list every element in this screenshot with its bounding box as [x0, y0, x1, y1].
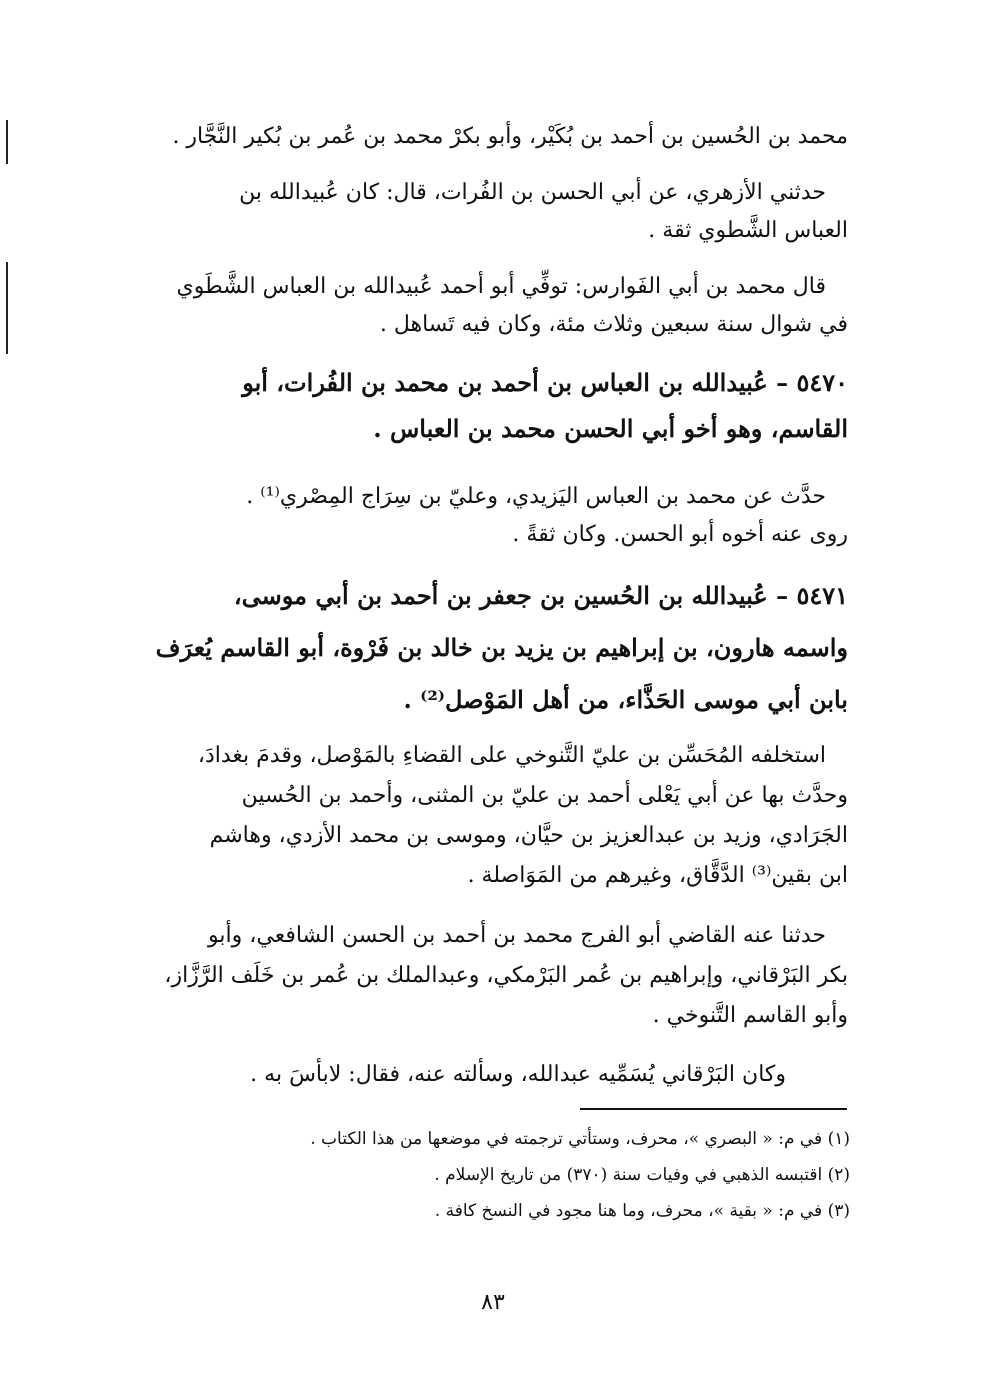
paragraph	[132, 478, 848, 554]
footnote-separator	[580, 1108, 847, 1110]
text-line: ٥٤٧١ – عُبيدالله بن الحُسين بن جعفر بن أحمد بن أبي موسى،	[233, 581, 848, 610]
text-line: في شوال سنة سبعين وثلاث مئة، وكان فيه تَساهل .	[379, 312, 848, 337]
text-line: العباس الشَّطوي ثقة .	[648, 218, 848, 243]
text-line: حدَّث عن محمد بن العباس اليَزيدي، وعليّ بن سِرَاج المِصْري⁽¹⁾ .	[246, 484, 826, 509]
text-line: ٥٤٧٠ – عُبيدالله بن العباس بن أحمد بن محمد بن الفُرات، أبو	[242, 368, 848, 397]
text-line: بكر البَرْقاني، وإبراهيم بن عُمر البَرْمكي، وعبدالملك بن عُمر بن خَلَف الرَّزَّاز،	[164, 963, 848, 988]
paragraph	[132, 1056, 848, 1094]
text-line: وحدَّث بها عن أبي يَعْلى أحمد بن عليّ بن المثنى، وأحمد بن الحُسين	[241, 783, 848, 808]
paragraph	[132, 736, 848, 896]
text-line: بابن أبي موسى الحَذَّاء، من أهل المَوْصل⁽²⁾ .	[403, 685, 848, 714]
text-line: استخلفه المُحَسِّن بن عليّ التَّنوخي على القضاءِ بالمَوْصل، وقدمَ بغدادَ،	[197, 743, 826, 768]
text-line: حدثنا عنه القاضي أبو الفرج محمد بن أحمد بن الحسن الشافعي، وأبو	[208, 923, 826, 948]
text-line: قال محمد بن أبي الفَوارس: توفِّي أبو أحمد عُبيدالله بن العباس الشَّطَوي	[176, 274, 826, 299]
paragraph	[132, 916, 848, 1036]
text-line: محمد بن الحُسين بن أحمد بن بُكَيْر، وأبو بكرْ محمد بن عُمر بن بُكير النَّجَّار .	[172, 124, 848, 149]
paragraph	[132, 118, 848, 156]
footnote: (١) في م: « البصري »، محرف، وستأتي ترجمته في موضعها من هذا الكتاب .	[310, 1129, 850, 1149]
text-line: القاسم، وهو أخو أبي الحسن محمد بن العباس .	[373, 414, 848, 443]
paragraph	[132, 268, 848, 344]
text-line: وكان البَرْقاني يُسَمِّيه عبدالله، وسألته عنه، فقال: لابأسَ به .	[250, 1062, 786, 1087]
page-number: ٨٣	[481, 1290, 505, 1315]
margin-mark	[6, 262, 8, 354]
text-line: روى عنه أخوه أبو الحسن. وكان ثقةً .	[512, 522, 848, 547]
entry-heading	[132, 570, 848, 726]
paragraph	[132, 174, 848, 250]
text-line: حدثني الأزهري، عن أبي الحسن بن الفُرات، قال: كان عُبيدالله بن	[239, 180, 826, 205]
text-line: وأبو القاسم التَّنوخي .	[652, 1003, 848, 1028]
margin-mark	[6, 120, 8, 164]
entry-heading	[132, 360, 848, 452]
text-line: ابن بقين⁽³⁾ الدَّقَّاق، وغيرهم من المَوَاصلة .	[467, 863, 848, 888]
footnote: (٢) اقتبسه الذهبي في وفيات سنة (٣٧٠) من تاريخ الإسلام .	[434, 1165, 850, 1185]
text-line: واسمه هارون، بن إبراهيم بن يزيد بن خالد بن فَرْوة، أبو القاسم يُعرَف	[155, 633, 848, 662]
footnote: (٣) في م: « بقية »، محرف، وما هنا مجود في النسخ كافة .	[434, 1201, 850, 1221]
text-line: الجَرَادي، وزيد بن عبدالعزيز بن حيَّان، وموسى بن محمد الأزدي، وهاشم	[209, 823, 848, 848]
